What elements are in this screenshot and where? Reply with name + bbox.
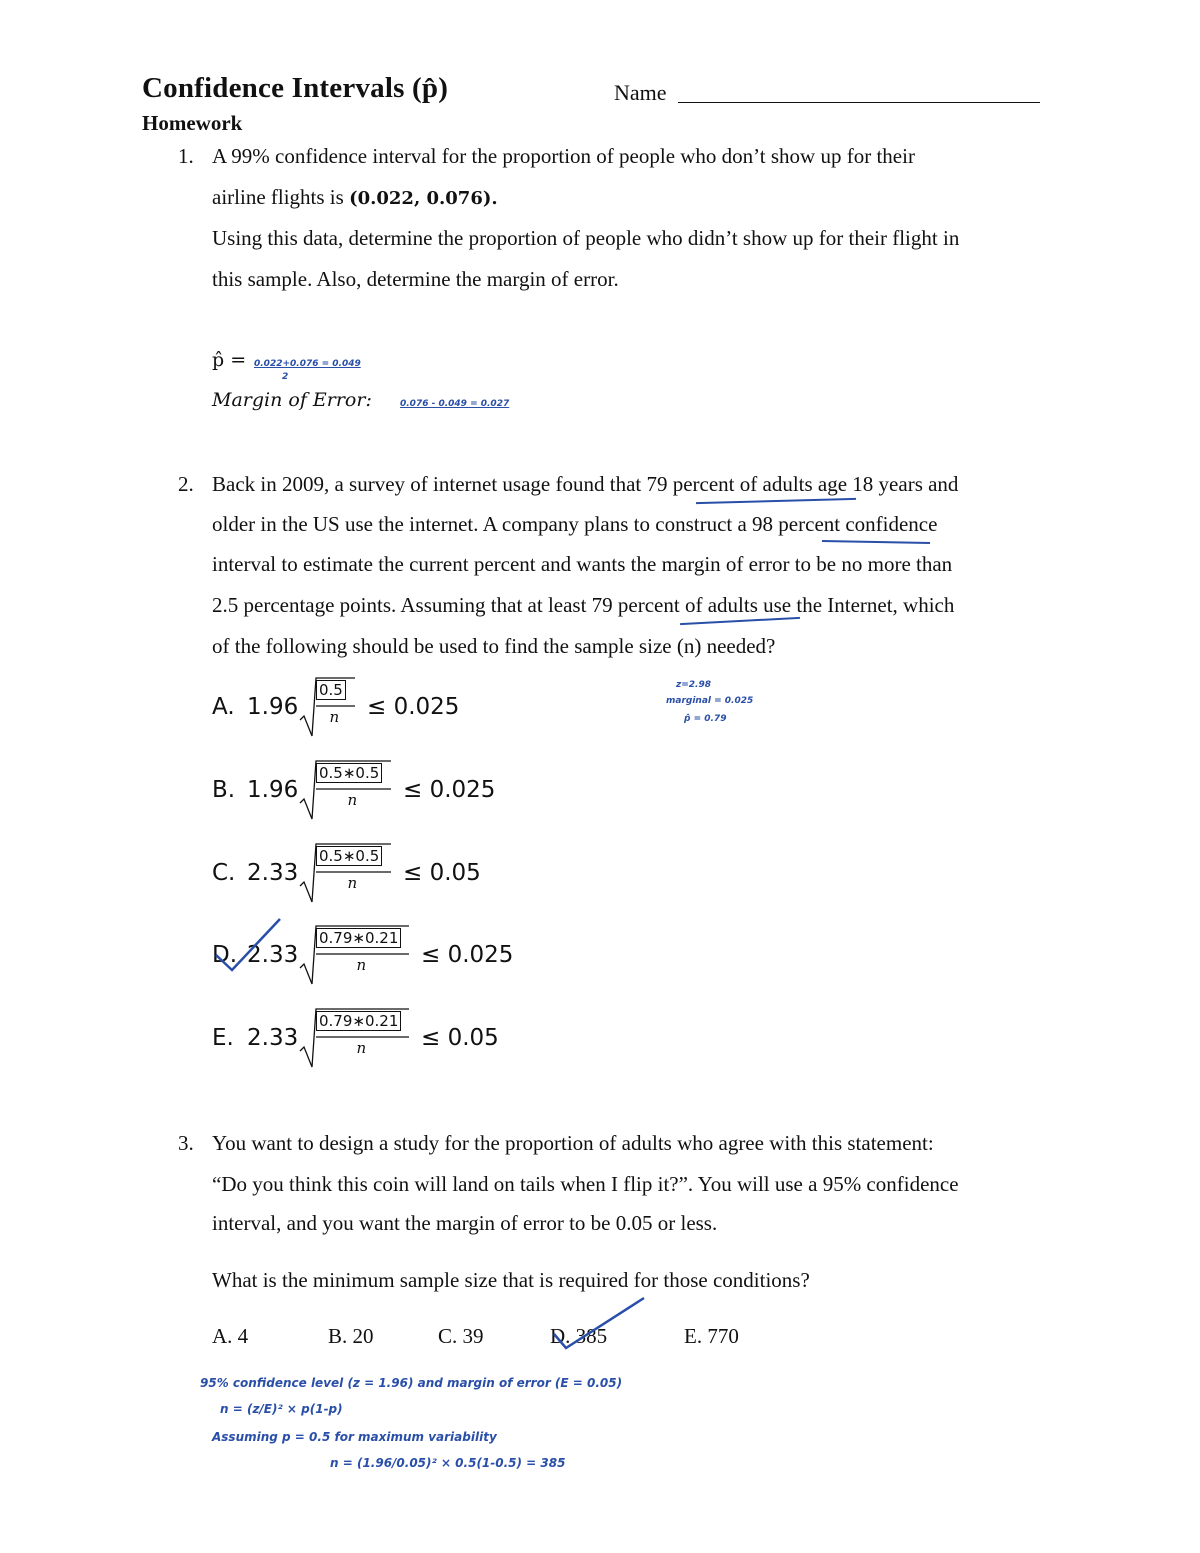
q1-interval: (0.022, 0.076). bbox=[349, 188, 498, 209]
q3-line-1: You want to design a study for the proportion of adults who agree with this statement: bbox=[212, 1131, 934, 1155]
ink-checkmark-q3-d bbox=[550, 1294, 650, 1354]
q3-line-2: “Do you think this coin will land on tails when I flip it?”. You will use a 95% confidence bbox=[212, 1172, 959, 1196]
q2-option-rhs: ≤ 0.025 bbox=[367, 694, 460, 720]
q2-option-label: D. bbox=[212, 942, 238, 968]
q3-choice-d[interactable]: D. 385 bbox=[550, 1324, 608, 1348]
q1-line-2-text: airline flights is bbox=[212, 185, 344, 209]
q2-option-label: E. bbox=[212, 1025, 234, 1051]
q2-option-rhs: ≤ 0.05 bbox=[403, 860, 481, 886]
q2-option-rhs: ≤ 0.025 bbox=[421, 942, 514, 968]
q1-line-3: Using this data, determine the proportion of people who didn’t show up for their flight in bbox=[212, 226, 960, 250]
ink-underline-79-percent bbox=[696, 498, 856, 504]
q1-line-4: this sample. Also, determine the margin of error. bbox=[212, 267, 619, 291]
name-field-line[interactable] bbox=[678, 102, 1040, 103]
q2-line-4: 2.5 percentage points. Assuming that at least 79 percent of adults use the Internet, which bbox=[212, 593, 955, 617]
q2-line-3: interval to estimate the current percent and wants the margin of error to be no more than bbox=[212, 552, 953, 576]
q3-number: 3. bbox=[178, 1131, 194, 1155]
name-label: Name bbox=[614, 80, 667, 105]
ink-phat-answer: 0.022+0.076 = 0.049 bbox=[254, 359, 361, 369]
ink-phat-denominator: 2 bbox=[282, 372, 289, 382]
ink-underline-79-percent-2 bbox=[680, 617, 800, 625]
ink-moe-answer: 0.076 - 0.049 = 0.027 bbox=[400, 399, 510, 409]
fraction-numerator: 0.5∗0.5 bbox=[316, 846, 382, 866]
q1-number: 1. bbox=[178, 144, 194, 168]
ink-q3-note-1: 95% confidence level (z = 1.96) and margin of error (E = 0.05) bbox=[200, 1376, 623, 1390]
q1-line-2 bbox=[212, 185, 498, 210]
q2-option-z: 2.33 bbox=[247, 860, 299, 886]
q3-choice-a[interactable]: A. 4 bbox=[212, 1324, 249, 1348]
moe-label: Margin of Error: bbox=[212, 389, 372, 411]
q2-option-z: 1.96 bbox=[247, 777, 299, 803]
q2-option-z: 2.33 bbox=[247, 1025, 299, 1051]
ink-underline-98-percent bbox=[822, 540, 930, 544]
ink-q3-note-3: Assuming p = 0.5 for maximum variability bbox=[212, 1430, 497, 1444]
ink-q3-note-4: n = (1.96/0.05)² × 0.5(1-0.5) = 385 bbox=[330, 1456, 566, 1470]
ink-note-margin: marginal = 0.025 bbox=[666, 696, 754, 706]
fraction-denominator: n bbox=[356, 1039, 367, 1057]
ink-checkmark-d bbox=[210, 915, 290, 975]
q2-line-1: Back in 2009, a survey of internet usage found that 79 percent of adults age 18 years and bbox=[212, 472, 959, 496]
phat-label: p̂ = bbox=[212, 349, 247, 371]
q3-choice-e[interactable]: E. 770 bbox=[684, 1324, 739, 1348]
ink-q3-note-2: n = (z/E)² × p(1-p) bbox=[220, 1402, 343, 1416]
ink-note-z: z=2.98 bbox=[676, 680, 711, 690]
q1-line-1: A 99% confidence interval for the proportion of people who don’t show up for their bbox=[212, 144, 915, 168]
fraction-denominator: n bbox=[356, 956, 367, 974]
q2-option-rhs: ≤ 0.025 bbox=[403, 777, 496, 803]
q2-option-label: C. bbox=[212, 860, 236, 886]
q2-option-z: 1.96 bbox=[247, 694, 299, 720]
fraction-denominator: n bbox=[347, 874, 358, 892]
fraction-numerator: 0.5 bbox=[316, 680, 346, 700]
fraction-denominator: n bbox=[329, 708, 340, 726]
ink-note-phat: p̂ = 0.79 bbox=[684, 714, 727, 724]
homework-heading: Homework bbox=[142, 111, 243, 135]
page-title: Confidence Intervals (p̂) bbox=[142, 72, 449, 104]
fraction-numerator: 0.79∗0.21 bbox=[316, 1011, 401, 1031]
fraction-denominator: n bbox=[347, 791, 358, 809]
q2-option-z: 2.33 bbox=[247, 942, 299, 968]
q2-option-rhs: ≤ 0.05 bbox=[421, 1025, 499, 1051]
q3-choice-b[interactable]: B. 20 bbox=[328, 1324, 374, 1348]
q2-option-label: B. bbox=[212, 777, 236, 803]
q3-question: What is the minimum sample size that is required for those conditions? bbox=[212, 1268, 810, 1292]
q2-number: 2. bbox=[178, 472, 194, 496]
fraction-numerator: 0.79∗0.21 bbox=[316, 928, 401, 948]
q2-line-2: older in the US use the internet. A company plans to construct a 98 percent confidence bbox=[212, 512, 938, 536]
fraction-numerator: 0.5∗0.5 bbox=[316, 763, 382, 783]
q3-choice-c[interactable]: C. 39 bbox=[438, 1324, 484, 1348]
q3-line-3: interval, and you want the margin of error to be 0.05 or less. bbox=[212, 1211, 718, 1235]
q2-option-label: A. bbox=[212, 694, 235, 720]
q2-line-5: of the following should be used to find the sample size (n) needed? bbox=[212, 634, 776, 658]
